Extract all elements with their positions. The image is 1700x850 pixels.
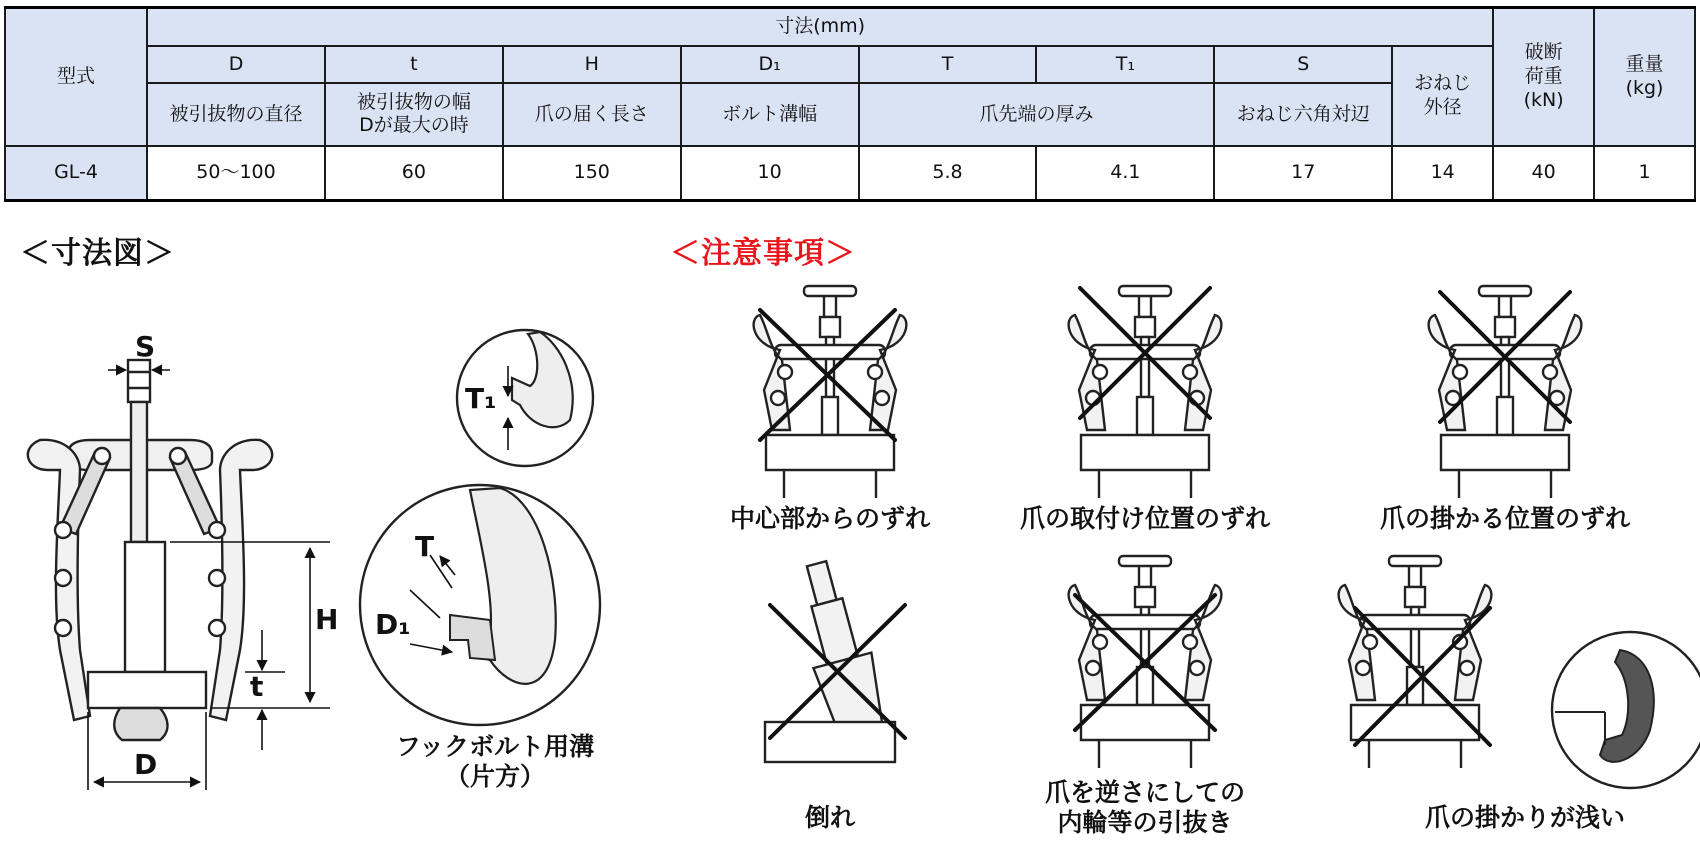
row-weight: 1 xyxy=(1594,146,1695,201)
dim-label-T1: T₁ xyxy=(465,382,497,415)
caution-caption-2: 爪の取付け位置のずれ xyxy=(1019,504,1270,533)
caution-caption-3: 爪の掛かる位置のずれ xyxy=(1379,504,1630,533)
row-thread-od: 14 xyxy=(1392,146,1493,201)
col-T1-symbol: T₁ xyxy=(1036,46,1214,83)
col-D-symbol: D xyxy=(147,46,325,83)
hook-groove-caption: フックボルト用溝 （片方） xyxy=(395,732,595,791)
row-t: 60 xyxy=(325,146,503,201)
col-S-symbol: S xyxy=(1214,46,1392,83)
weight-header: 重量 (kg) xyxy=(1594,8,1695,146)
row-D1: 10 xyxy=(681,146,859,201)
col-D1-symbol: D₁ xyxy=(681,46,859,83)
row-H: 150 xyxy=(503,146,681,201)
col-D-desc: 被引抜物の直径 xyxy=(147,83,325,146)
caution-title: ＜注意事項＞ xyxy=(670,236,856,271)
col-S-desc: おねじ六角対辺 xyxy=(1214,83,1392,146)
col-D1-desc: ボルト溝幅 xyxy=(681,83,859,146)
row-T: 5.8 xyxy=(859,146,1037,201)
dim-label-D1: D₁ xyxy=(375,608,411,641)
caution-caption-5: 爪を逆さにしての 内輪等の引抜き xyxy=(1044,778,1245,837)
dim-label-t: t xyxy=(250,670,264,703)
caution-caption-6: 爪の掛かりが浅い xyxy=(1424,803,1625,832)
col-H-desc: 爪の届く長さ xyxy=(503,83,681,146)
dim-label-T: T xyxy=(415,530,435,563)
caution-caption-1: 中心部からのずれ xyxy=(729,504,930,533)
row-breaking-load: 40 xyxy=(1493,146,1594,201)
col-t-symbol: t xyxy=(325,46,503,83)
row-S: 17 xyxy=(1214,146,1392,201)
col-t-desc: 被引抜物の幅 Dが最大の時 xyxy=(325,83,503,146)
col-H-symbol: H xyxy=(503,46,681,83)
dim-label-D: D xyxy=(134,748,158,781)
col-T-symbol: T xyxy=(859,46,1037,83)
model-header: 型式 xyxy=(5,8,147,146)
breaking-load-header: 破断 荷重 (kN) xyxy=(1493,8,1594,146)
thread-od-header: おねじ 外径 xyxy=(1392,46,1493,146)
row-D: 50～100 xyxy=(147,146,325,201)
puller-dimension-drawing xyxy=(28,330,600,790)
dim-label-S: S xyxy=(135,330,156,363)
row-T1: 4.1 xyxy=(1036,146,1214,201)
dimension-header: 寸法(mm) xyxy=(147,8,1493,47)
row-model: GL-4 xyxy=(5,146,147,201)
dim-label-H: H xyxy=(315,603,339,636)
caution-caption-4: 倒れ xyxy=(804,803,855,832)
dimension-drawing-title: ＜寸法図＞ xyxy=(20,236,175,271)
caution-illustrations xyxy=(754,286,1700,788)
col-T-T1-desc: 爪先端の厚み xyxy=(859,83,1215,146)
